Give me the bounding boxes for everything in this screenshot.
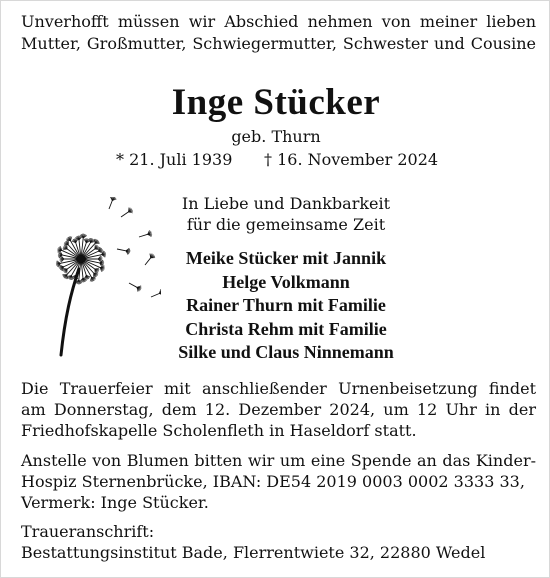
mourner-name: Helge Volkmann	[222, 271, 350, 292]
ceremony-info	[21, 378, 536, 441]
donation-line: Vermerk: Inge Stücker.	[21, 493, 209, 512]
donation-line: Hospiz Sternenbrücke, IBAN: DE54 2019 0003 0002 3333 33,	[21, 472, 525, 491]
mourner-list	[141, 247, 431, 365]
death-date: † 16. November 2024	[264, 150, 439, 169]
birth-name: geb. Thurn	[231, 127, 321, 146]
dandelion-icon	[21, 197, 161, 357]
mourner-name: Christa Rehm mit Familie	[185, 318, 387, 339]
intro-text	[21, 11, 536, 55]
ceremony-line: am Donnerstag, dem 12. Dezember 2024, um 12 Uhr in der	[21, 400, 536, 419]
mourner-name: Rainer Thurn mit Familie	[186, 295, 386, 315]
ceremony-line: Friedhofskapelle Scholenfleth in Haseldorf statt.	[21, 421, 417, 440]
mourning-address	[21, 521, 536, 563]
ceremony-line: Die Trauerfeier mit anschließender Urnenbeisetzung findet	[21, 379, 536, 398]
mourner-name: Silke und Claus Ninnemann	[178, 342, 394, 362]
address-line: Bestattungsinstitut Bade, Flerrentwiete 32, 22880 Wedel	[21, 543, 486, 562]
donation-info	[21, 450, 536, 513]
address-label: Traueranschrift:	[21, 522, 155, 541]
donation-line: Anstelle von Blumen bitten wir um eine Spende an das Kinder-	[21, 451, 536, 470]
dedication-line: für die gemeinsame Zeit	[186, 215, 386, 234]
dedication-line: In Liebe und Dankbarkeit	[181, 194, 391, 213]
dedication	[141, 193, 431, 235]
intro-line: Mutter, Großmutter, Schwiegermutter, Schwester und Cousine	[21, 34, 536, 53]
deceased-name: Inge Stücker	[171, 82, 381, 123]
mourner-name: Meike Stücker mit Jannik	[185, 248, 387, 268]
intro-line: Unverhofft müssen wir Abschied nehmen von meiner lieben	[21, 12, 536, 31]
birth-date: * 21. Juli 1939	[116, 150, 233, 169]
